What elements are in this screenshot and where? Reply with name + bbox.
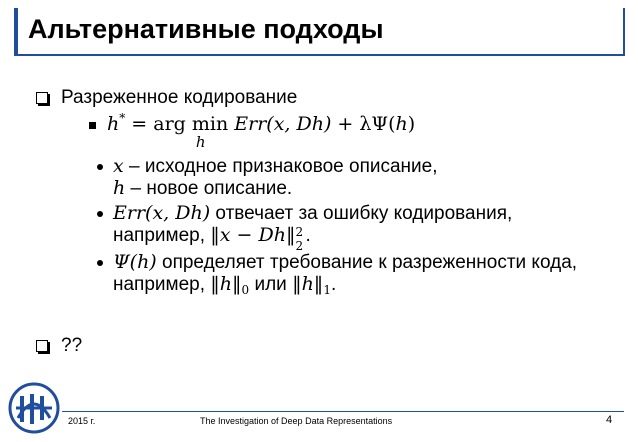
slide-title: Альтернативные подходы (28, 14, 384, 44)
formula-psi-h: h (395, 113, 408, 135)
bullet2-norm-indices (295, 224, 305, 253)
heading-questions: ?? (61, 335, 83, 356)
bullet3-sub1: 1 (323, 283, 331, 297)
title-underline (14, 54, 624, 56)
formula-close: ) (407, 113, 416, 135)
footer-title: The Investigation of Deep Data Representations (200, 416, 393, 426)
bullet2-line2 (113, 224, 311, 253)
formula-err-args: (x, Dh) (266, 113, 332, 135)
formula-err: Err (228, 113, 267, 135)
bullet1-x: x (113, 155, 124, 177)
bullet1-text2: – новое описание. (125, 178, 293, 199)
bullet3-norm1: ‖h‖ (292, 273, 324, 295)
bullet3-text1: определяет требование к разреженности кода, (156, 252, 578, 273)
square-bullet-icon (36, 92, 48, 104)
bullet3-sub0: 0 (241, 283, 250, 297)
footer-year: 2015 г. (68, 416, 96, 426)
bullet1-line1 (113, 155, 438, 178)
formula-plus-psi: + λΨ( (331, 113, 396, 135)
formula-line (107, 111, 416, 151)
formula-h: h (107, 113, 120, 135)
bullet1-h: h (113, 177, 126, 199)
bullet2-end: . (305, 225, 311, 246)
university-logo-icon (8, 382, 60, 434)
bullet3-psi: Ψ(h) (113, 251, 157, 273)
formula-min-under: h (195, 133, 206, 151)
dot-bullet-icon (97, 164, 103, 170)
formula-min (191, 113, 229, 151)
bullet3-text2: например, (113, 274, 211, 295)
bullet1-text1: – исходное признаковое описание, (123, 156, 438, 177)
bullet2-text1: отвечает за ошибку кодирования, (210, 203, 513, 224)
dot-bullet-icon (97, 211, 103, 217)
bullet2-sub: 2 (295, 239, 304, 253)
bullet2-sup: 2 (295, 225, 304, 239)
bullet3-line2 (113, 273, 336, 297)
bullet2-line1 (113, 202, 512, 225)
formula-argmin: = arg (125, 113, 192, 135)
bullet2-err: Err (113, 202, 146, 224)
dot-bullet-icon (97, 260, 103, 266)
bullet3-line1 (113, 251, 577, 274)
bullet3-or: или (249, 274, 293, 295)
title-right-border (623, 8, 625, 56)
filled-square-bullet-icon (89, 122, 96, 129)
bullet3-end: . (330, 274, 337, 295)
heading-sparse-coding: Разреженное кодирование (61, 87, 298, 108)
bullet1-line2 (113, 177, 292, 200)
bullet2-norm: ‖x − Dh‖ (210, 224, 296, 246)
formula-min-word: min (191, 113, 229, 135)
bullet2-text2: например, (113, 225, 211, 246)
page-number: 4 (606, 414, 613, 426)
title-accent-bar (14, 8, 18, 54)
bullet3-norm0: ‖h‖ (210, 273, 242, 295)
footer-divider (62, 411, 624, 412)
formula-star: * (119, 111, 126, 125)
square-bullet-icon (36, 340, 48, 352)
bullet2-args: (x, Dh) (145, 202, 211, 224)
